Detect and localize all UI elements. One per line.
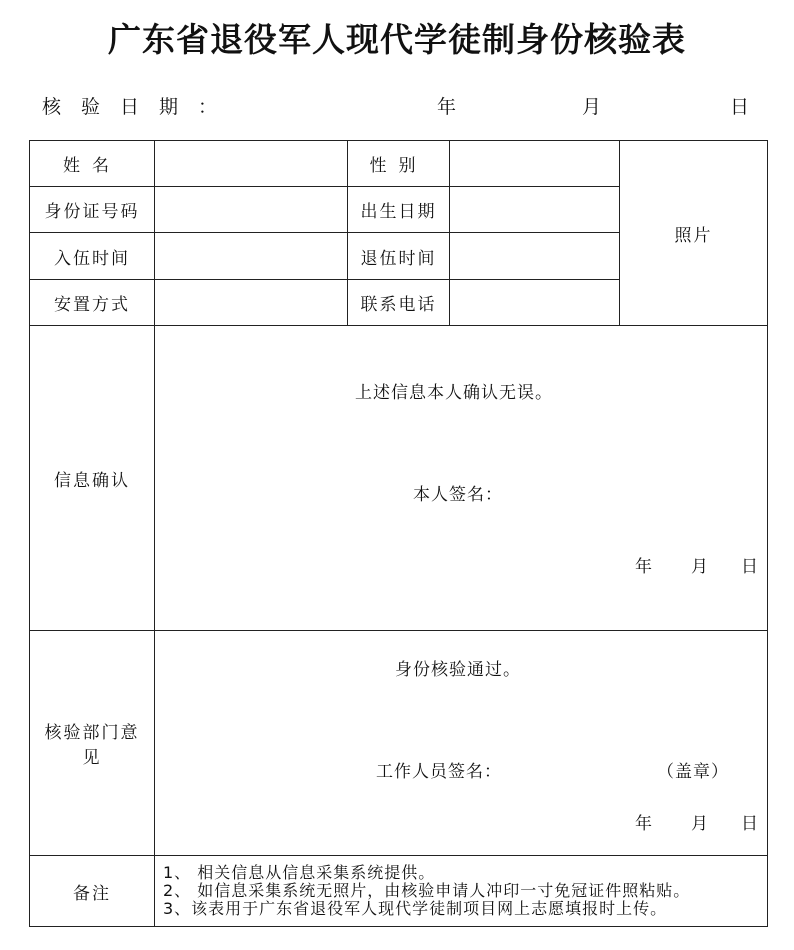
phone-value-cell[interactable] [450,280,620,326]
birth-date-value-cell[interactable] [450,187,620,233]
dept-opinion-label: 核验部门意见 [30,631,155,856]
remark-item: 2、 如信息采集系统无照片，由核验申请人冲印一寸免冠证件照粘贴。 [163,881,691,900]
photo-label: 照片 [674,225,713,246]
verification-form [29,140,768,927]
dept-opinion-day: 日 [741,814,759,834]
staff-signature-label: 工作人员签名： [376,762,502,782]
remark-item: 3、该表用于广东省退役军人现代学徒制项目网上志愿填报时上传。 [163,899,668,918]
remarks-label: 备注 [30,856,155,927]
verify-date-day: 日 [730,96,750,118]
placement-label: 安置方式 [30,280,155,326]
placement-value-cell[interactable] [155,280,348,326]
verify-date-label: 核验日期： [42,96,238,118]
dept-opinion-year: 年 [635,814,653,834]
enlist-time-label: 入伍时间 [30,233,155,280]
name-value-cell[interactable] [155,141,348,187]
seal-label: （盖章） [657,762,729,782]
verify-date-row [0,92,794,120]
remark-item: 1、 相关信息从信息采集系统提供。 [163,863,436,882]
info-confirm-cell [155,326,768,631]
gender-value-cell[interactable] [450,141,620,187]
gender-label: 性别 [348,141,450,187]
self-signature-label: 本人签名： [413,485,503,505]
birth-date-label: 出生日期 [348,187,450,233]
id-number-label: 身份证号码 [30,187,155,233]
enlist-time-value-cell[interactable] [155,233,348,280]
info-confirm-label: 信息确认 [30,326,155,631]
remarks-cell [155,856,768,927]
info-confirm-year: 年 [635,557,653,577]
discharge-time-value-cell[interactable] [450,233,620,280]
info-confirm-statement: 上述信息本人确认无误。 [355,383,553,403]
photo-cell[interactable] [620,141,768,326]
page-title: 广东省退役军人现代学徒制身份核验表 [108,20,686,59]
dept-opinion-cell [155,631,768,856]
id-number-value-cell[interactable] [155,187,348,233]
name-label: 姓名 [30,141,155,187]
verify-date-month: 月 [582,96,602,118]
discharge-time-label: 退伍时间 [348,233,450,280]
dept-opinion-statement: 身份核验通过。 [395,660,521,680]
verify-date-year: 年 [437,96,457,118]
info-confirm-month: 月 [691,557,709,577]
dept-opinion-month: 月 [691,814,709,834]
info-confirm-day: 日 [741,557,759,577]
phone-label: 联系电话 [348,280,450,326]
